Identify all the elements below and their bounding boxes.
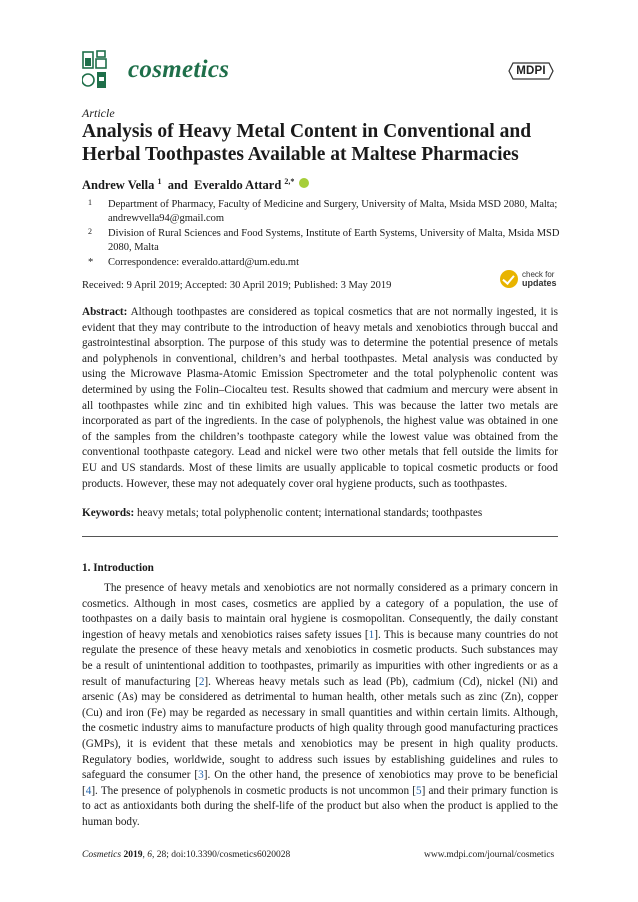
abstract bbox=[82, 305, 558, 492]
affiliation-item bbox=[82, 227, 562, 254]
author-list bbox=[82, 177, 309, 193]
check-for-updates-button[interactable] bbox=[500, 270, 557, 288]
orcid-icon[interactable] bbox=[299, 178, 309, 188]
article-title: Analysis of Heavy Metal Content in Conventional and Herbal Toothpastes Available at Maltese Pharmacies bbox=[82, 121, 532, 165]
footer-volume: 6 bbox=[147, 850, 152, 860]
correspondence-text: Correspondence: everaldo.attard@um.edu.mt bbox=[108, 257, 300, 268]
journal-logo[interactable] bbox=[82, 50, 229, 90]
affiliation-text: Division of Rural Sciences and Food Systems, Institute of Earth Systems, University of Malta, Msida MSD 2080, Malta bbox=[108, 228, 560, 253]
citation-link[interactable]: 1 bbox=[368, 628, 375, 641]
abstract-text: Although toothpastes are considered as topical cosmetics that are not normally ingested, it is evident that they may contribute to the introduction of heavy metals and xenobiotics through buccal and gastrointestinal absorption. The purpose of this study was to determine the potential presence of metals and polyphenols in conventional, children’s and herbal toothpastes. Metal analysis was conducted by using the Microwave Plasma-Atomic Emission Spectrometer and the total polyphenolic content was determined by using the Folin–Ciocalteu test. Results showed that cadmium and mercury were absent in all toothpastes while zinc and tin exhibited high values. This was because the latter two metals are incorporated as part of the ingredients. In the case of polyphenols, the highest value was obtained in one of the samples from the children’s toothpaste category while the lowest value was obtained from the conventional toothpaste category. Lead and nickel were two other metals that fell outside the limits for EU and US standards. Most of these limits are usually applicable to topical cosmetic products or food products. However, these may not adequately cover oral hygiene products, such as toothpastes. bbox=[82, 306, 558, 490]
paragraph-text: ]. The presence of polyphenols in cosmetic products is not uncommon [ bbox=[91, 784, 416, 797]
author-name[interactable]: Everaldo Attard bbox=[194, 178, 282, 193]
footer-journal: Cosmetics bbox=[82, 850, 122, 860]
footer-year: 2019 bbox=[123, 850, 143, 860]
citation-link[interactable]: 4 bbox=[85, 784, 92, 797]
journal-name: cosmetics bbox=[128, 56, 230, 83]
citation-link[interactable]: 5 bbox=[415, 784, 422, 797]
section-heading: 1. Introduction bbox=[82, 562, 154, 574]
correspondence bbox=[82, 256, 562, 270]
check-updates-bottom: updates bbox=[522, 278, 557, 288]
check-updates-label bbox=[522, 270, 557, 288]
keywords-label: Keywords: bbox=[82, 507, 135, 519]
author-conjunction: and bbox=[164, 178, 192, 193]
paragraph-text: ] and their primary function is to act as antioxidants both during the shelf-life of the product but also when the product is applied to the human body. bbox=[82, 784, 558, 828]
checkmark-icon bbox=[500, 270, 518, 288]
paragraph-text: ]. Whereas heavy metals such as lead (Pb), cadmium (Cd), nickel (Ni) and arsenic (As) may be considered as detrimental to human health, other metals such as zinc (Zn), copper (Cu) and iron (Fe) may be regarded as necessary in small quantities and within certain limits. Although, the cosmetic industry aims to manufacture products of high quality through good manufacturing practices (GMPs), it is evident that these metals and xenobiotics may be present in high quality products. Regulatory bodies, worldwide, sought to address such issues by establishing guidelines and rules to safeguard the consumer [ bbox=[82, 675, 559, 782]
citation-footer: Cosmetics 2019, 6, 28; doi:10.3390/cosmetics6020028 bbox=[82, 850, 291, 860]
keywords bbox=[82, 507, 558, 519]
publisher-name: MDPI bbox=[516, 65, 546, 77]
author-name[interactable]: Andrew Vella bbox=[82, 178, 155, 193]
paragraph-text: ]. This is because many countries do not regulate the presence of these heavy metals and xenobiotics in cosmetic products. Such substances may be a result of unintentional addition to toothpastes, primarily as impurities with other ingredients or as a result of manufacturing [ bbox=[82, 628, 559, 688]
mdpi-logo-icon bbox=[508, 62, 554, 80]
journal-url-link[interactable]: www.mdpi.com/journal/cosmetics bbox=[424, 850, 555, 860]
affiliation-item bbox=[82, 198, 562, 225]
footer-doi: , 28; doi:10.3390/cosmetics6020028 bbox=[151, 850, 291, 860]
affiliation-text: Department of Pharmacy, Faculty of Medicine and Surgery, University of Malta, Msida MSD 2080, Malta; andrewvella94@gmail.com bbox=[108, 199, 558, 224]
affiliations bbox=[82, 198, 562, 272]
citation-link[interactable]: 3 bbox=[198, 769, 204, 782]
author-affiliation-mark: 1 bbox=[157, 177, 162, 186]
affiliation-number: 2 bbox=[88, 227, 92, 236]
abstract-label: Abstract: bbox=[82, 306, 128, 318]
publication-dates: Received: 9 April 2019; Accepted: 30 April 2019; Published: 3 May 2019 bbox=[82, 280, 392, 291]
citation-link[interactable]: 2 bbox=[198, 675, 205, 688]
affiliation-number: 1 bbox=[88, 198, 92, 207]
article-type: Article bbox=[82, 106, 115, 120]
correspondence-mark: * bbox=[88, 257, 94, 268]
author-affiliation-mark: 2,* bbox=[284, 177, 295, 186]
mdpi-logo[interactable] bbox=[508, 62, 554, 80]
keywords-text: heavy metals; total polyphenolic content; international standards; toothpastes bbox=[134, 507, 483, 519]
introduction-paragraph bbox=[82, 581, 558, 831]
paragraph-text: The presence of heavy metals and xenobiotics are not normally considered as a primary concern in cosmetics. Although in most cases, cosmetics are applied by a category of a population, the use of toothpastes on a daily basis to maintain oral hygiene is cosmopolitan. Consequently, the daily constant ingestion of heavy metals and xenobiotics raises safety issues [ bbox=[82, 582, 558, 641]
section-divider bbox=[82, 536, 558, 537]
cosmetics-journal-logo-icon bbox=[82, 50, 122, 90]
paragraph-text: ]. On the other hand, the presence of xenobiotics may prove to be beneficial [ bbox=[82, 769, 558, 797]
check-updates-top: check for bbox=[522, 270, 555, 279]
